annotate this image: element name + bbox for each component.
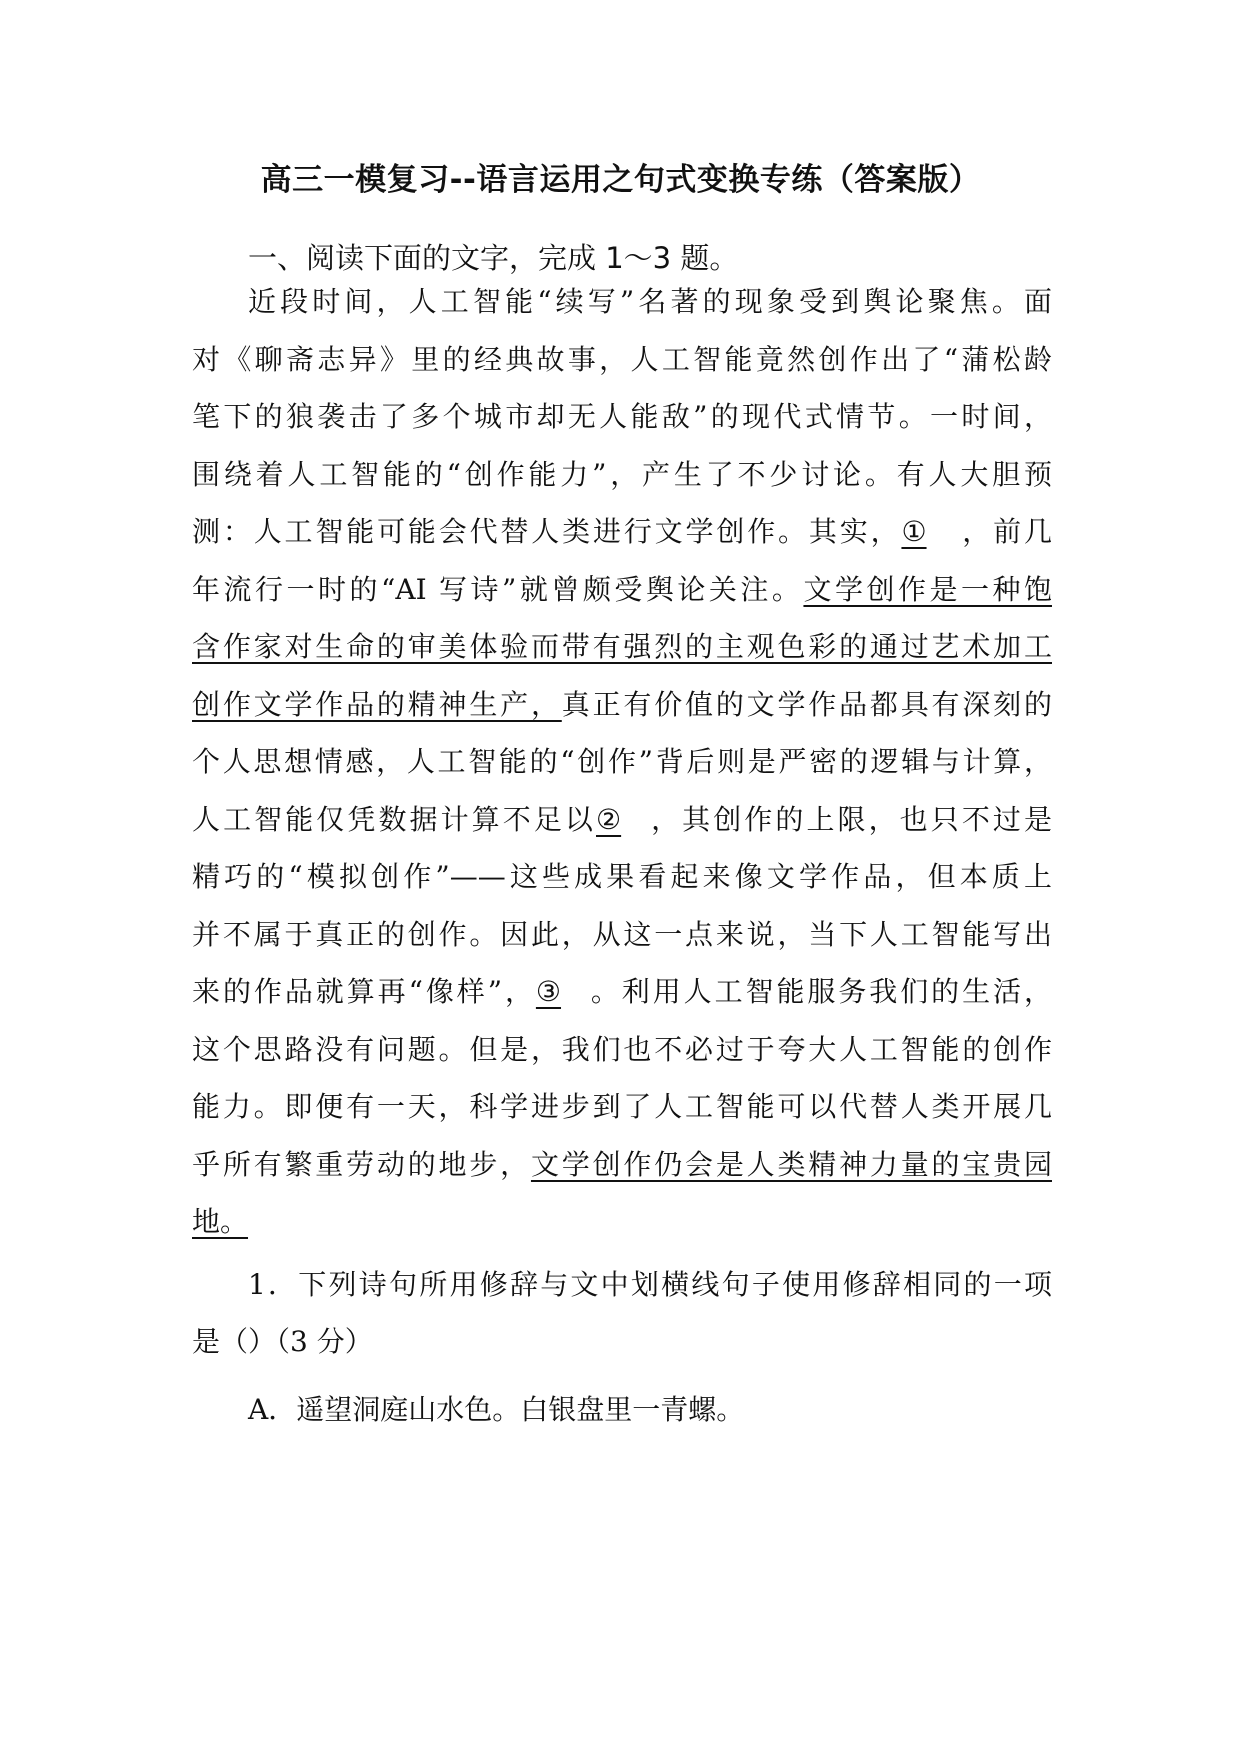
passage-line: 围绕着人工智能的“创作能力”，产生了不少讨论。有人大胆预 <box>192 458 1052 491</box>
passage-text: 。利用人工智能服务我们的生活， <box>587 975 1052 1008</box>
passage-line: 这个思路没有问题。但是，我们也不必过于夸大人工智能的创作 <box>192 1033 1052 1066</box>
underlined-sentence: 文学创作仍会是人类精神力量的宝贵园 <box>530 1148 1052 1181</box>
passage-text: 测：人工智能可能会代替人类进行文学创作。其实， <box>192 515 902 548</box>
passage-line <box>192 627 1052 667</box>
passage-line <box>192 972 1052 1012</box>
passage-line: 精巧的“模拟创作”——这些成果看起来像文学作品，但本质上 <box>192 860 1052 893</box>
passage-line <box>192 800 1052 840</box>
passage-text: 人工智能仅凭数据计算不足以 <box>192 803 596 836</box>
passage-line: 个人思想情感，人工智能的“创作”背后则是严密的逻辑与计算， <box>192 745 1052 778</box>
passage-line <box>192 685 1052 725</box>
page-title: 高三一模复习--语言运用之句式变换专练（答案版） <box>260 162 981 198</box>
underlined-sentence: 含作家对生命的审美体验而带有强烈的主观色彩的通过艺术加工 <box>192 630 1052 663</box>
passage-text: 来的作品就算再“像样”， <box>192 975 536 1008</box>
blank-1: ① <box>901 515 927 548</box>
passage-line <box>192 1145 1052 1185</box>
blank-2: ② <box>596 803 622 836</box>
option-a: A．遥望洞庭山水色。白银盘里一青螺。 <box>248 1393 745 1426</box>
passage-line <box>192 512 1052 552</box>
passage-line: 笔下的狼袭击了多个城市却无人能敌”的现代式情节。一时间， <box>192 400 1052 433</box>
question-1-stem: 1．下列诗句所用修辞与文中划横线句子使用修辞相同的一项 <box>248 1268 1052 1301</box>
passage-text: ，前几 <box>959 515 1052 548</box>
blank-3: ③ <box>535 975 562 1008</box>
passage-line: 并不属于真正的创作。因此，从这一点来说，当下人工智能写出 <box>192 918 1052 951</box>
passage-line <box>192 1202 1052 1242</box>
passage-line <box>192 570 1052 610</box>
underlined-sentence: 文学创作是一种饱 <box>803 573 1052 606</box>
passage-text: ，其创作的上限，也只不过是 <box>648 803 1052 836</box>
passage-line: 能力。即便有一天，科学进步到了人工智能可以代替人类开展几 <box>192 1090 1052 1123</box>
passage-line: 对《聊斋志异》里的经典故事，人工智能竟然创作出了“蒲松龄 <box>192 343 1052 376</box>
underlined-sentence: 地。 <box>192 1205 249 1238</box>
passage-text: 乎所有繁重劳动的地步， <box>192 1148 531 1181</box>
passage-text: 年流行一时的“AI 写诗”就曾颇受舆论关注。 <box>192 573 804 606</box>
passage-text: 真正有价值的文学作品都具有深刻的 <box>561 688 1052 721</box>
question-1-stem-end: 是（）（3 分） <box>192 1325 373 1358</box>
underlined-sentence: 创作文学作品的精神生产， <box>192 688 562 721</box>
section-heading: 一、阅读下面的文字，完成 1～3 题。 <box>248 241 739 275</box>
passage-line: 近段时间，人工智能“续写”名著的现象受到舆论聚焦。面 <box>248 285 1052 318</box>
